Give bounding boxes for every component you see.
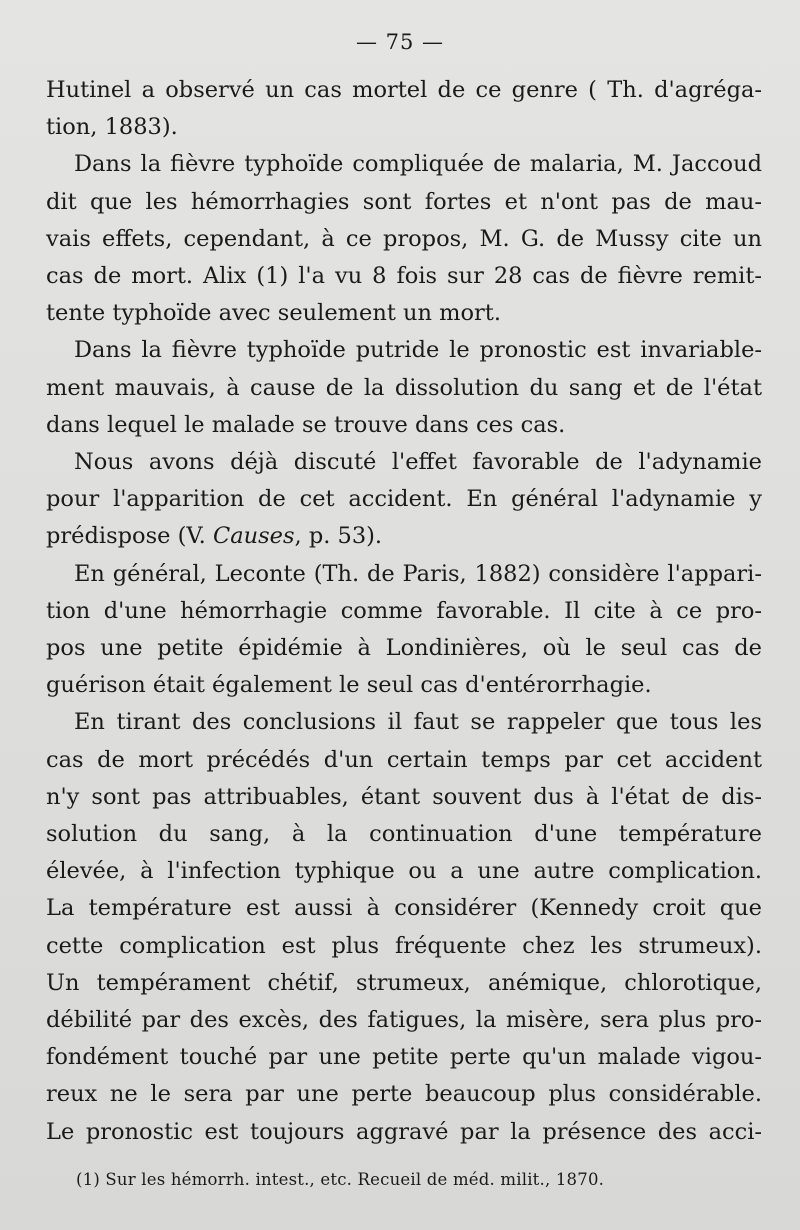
paragraph bbox=[46, 146, 762, 332]
text-line: dans lequel le malade se trouve dans ces cas. bbox=[46, 411, 566, 438]
text-line: solution du sang, à la continuation d'une température bbox=[46, 821, 762, 848]
footnote: (1) Sur les hémorrh. intest., etc. Recueil de méd. milit., 1870. bbox=[76, 1170, 605, 1189]
text-line: tente typhoïde avec seulement un mort. bbox=[46, 300, 501, 327]
text-line: débilité par des excès, des fatigues, la misère, sera plus pro- bbox=[46, 1007, 762, 1034]
text-line: guérison était également le seul cas d'entérorrhagie. bbox=[46, 672, 652, 699]
text-line: cette complication est plus fréquente chez les strumeux). bbox=[46, 932, 762, 959]
text-line: vais effets, cependant, à ce propos, M. G. de Mussy cite un bbox=[46, 225, 762, 252]
text-line: Le pronostic est toujours aggravé par la présence des acci- bbox=[46, 1118, 762, 1145]
text-line: En tirant des conclusions il faut se rappeler que tous les bbox=[74, 709, 762, 736]
text-line: Dans la fièvre typhoïde compliquée de malaria, M. Jaccoud bbox=[74, 151, 762, 178]
text-line: ment mauvais, à cause de la dissolution du sang et de l'état bbox=[46, 374, 762, 401]
text-line: Un tempérament chétif, strumeux, anémique, chlorotique, bbox=[46, 969, 762, 996]
text-line: prédispose (V. Causes, p. 53). bbox=[46, 523, 383, 550]
text-line: fondément touché par une petite perte qu'un malade vigou- bbox=[46, 1044, 762, 1071]
text-line: La température est aussi à considérer (Kennedy croit que bbox=[46, 895, 762, 922]
text-line: tion, 1883). bbox=[46, 114, 178, 141]
paragraph bbox=[46, 332, 762, 444]
paragraph bbox=[46, 72, 762, 146]
text-line: Hutinel a observé un cas mortel de ce genre ( Th. d'agréga- bbox=[46, 77, 762, 103]
body-text bbox=[46, 72, 762, 1151]
text-line: n'y sont pas attribuables, étant souvent dus à l'état de dis- bbox=[46, 783, 762, 810]
text-line: Dans la fièvre typhoïde putride le pronostic est invariable- bbox=[74, 337, 762, 364]
text-line: pour l'apparition de cet accident. En général l'adynamie y bbox=[46, 486, 762, 513]
paragraph bbox=[46, 556, 762, 705]
text-line: tion d'une hémorrhagie comme favorable. Il cite à ce pro- bbox=[46, 597, 762, 624]
text-line: En général, Leconte (Th. de Paris, 1882) considère l'appari- bbox=[74, 560, 762, 587]
text-line: élevée, à l'infection typhique ou a une autre complication. bbox=[46, 858, 762, 885]
text-line: Nous avons déjà discuté l'effet favorable de l'adynamie bbox=[74, 449, 762, 476]
text-line: dit que les hémorrhagies sont fortes et n'ont pas de mau- bbox=[46, 188, 762, 215]
text-line: pos une petite épidémie à Londinières, où le seul cas de bbox=[46, 635, 762, 662]
text-line: cas de mort. Alix (1) l'a vu 8 fois sur 28 cas de fièvre remit- bbox=[46, 263, 762, 290]
paragraph bbox=[46, 704, 762, 1150]
text-line: cas de mort précédés d'un certain temps par cet accident bbox=[46, 746, 762, 773]
text-line: reux ne le sera par une perte beaucoup plus considérable. bbox=[46, 1081, 762, 1108]
paragraph bbox=[46, 444, 762, 556]
page-number: — 75 — bbox=[355, 30, 445, 54]
